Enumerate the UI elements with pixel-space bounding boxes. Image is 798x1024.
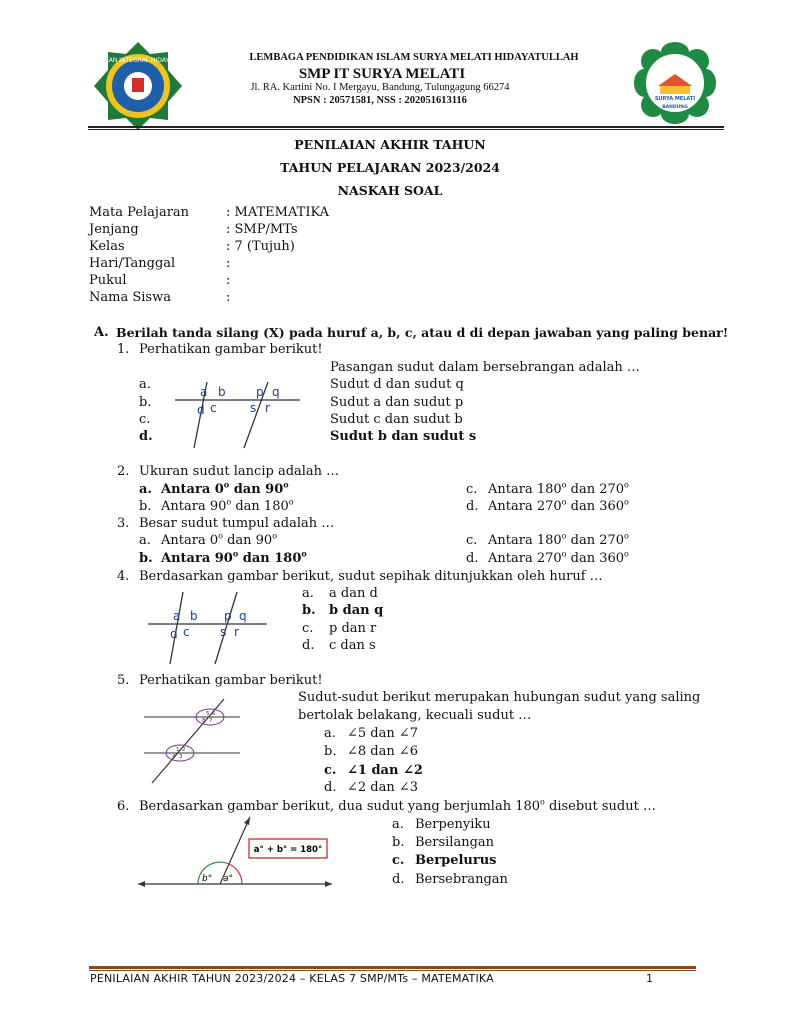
angle-label: s [220, 625, 227, 639]
option-letter[interactable]: a. [392, 817, 404, 832]
section-instruction: Berilah tanda silang (X) pada huruf a, b, c, atau d di depan jawaban yang paling benar! [116, 325, 729, 340]
angle-label: d [197, 403, 205, 417]
angle-label: b [190, 609, 198, 623]
svg-text:BANDUNG: BANDUNG [662, 105, 688, 110]
question-text: Perhatikan gambar berikut! [139, 673, 323, 688]
info-value: : 7 (Tujuh) [226, 239, 295, 254]
angle-label: c [210, 401, 217, 415]
option-letter[interactable]: b. [302, 603, 316, 618]
info-label: Hari/Tanggal [89, 256, 176, 271]
option-letter[interactable]: b. [139, 395, 152, 410]
angle-label: 8 [202, 718, 206, 724]
footer-rule-thin [89, 970, 696, 971]
option-letter[interactable]: c. [302, 621, 314, 636]
question-text: bertolak belakang, kecuali sudut … [298, 708, 532, 723]
option-text: Sudut a dan sudut p [330, 395, 464, 410]
option-letter[interactable]: a. [324, 726, 336, 741]
section-letter: A. [94, 325, 109, 340]
angle-label: a [173, 609, 181, 623]
option-letter[interactable]: c. [139, 412, 151, 427]
option-letter[interactable]: a. [139, 482, 152, 497]
svg-text:SURYA MELATI: SURYA MELATI [654, 96, 696, 102]
angle-label: s [250, 401, 257, 415]
option-text: Berpenyiku [415, 817, 491, 832]
exam-title: PENILAIAN AKHIR TAHUN [294, 137, 486, 152]
angle-label: 2 [182, 747, 186, 753]
header-rule-thin [88, 129, 724, 130]
angle-label: b° [202, 874, 213, 884]
option-letter[interactable]: d. [324, 780, 337, 795]
option-text: Sudut d dan sudut q [330, 377, 464, 392]
angle-label: 6 [212, 711, 216, 717]
info-label: Pukul [89, 273, 127, 288]
formula-label: a° + b° = 180° [253, 845, 323, 855]
option-text: a dan d [329, 586, 378, 601]
option-text: p dan r [329, 621, 377, 636]
option-text: Antara 0$^o$ dan 90$^o$ [161, 531, 278, 548]
question-text: Pasangan sudut dalam bersebrangan adalah … [330, 360, 640, 375]
option-text: Sudut c dan sudut b [330, 412, 463, 427]
angle-label: d [170, 627, 178, 641]
option-text-correct: ∠1 dan ∠2 [347, 763, 423, 778]
option-letter[interactable]: c. [466, 533, 478, 548]
option-text: Antara 270$^o$ dan 360$^o$ [488, 549, 629, 566]
option-text: Antara 270$^o$ dan 360$^o$ [488, 497, 629, 514]
angle-label: 1 [176, 747, 180, 753]
option-text: Antara 90$^o$ dan 180$^o$ [161, 497, 294, 514]
supplementary-angle-figure [136, 815, 336, 890]
parallel-lines-figure [170, 380, 305, 450]
option-letter[interactable]: d. [466, 551, 479, 566]
question-number: 3. [117, 516, 130, 531]
option-text: Bersebrangan [415, 872, 508, 887]
question-text: Berdasarkan gambar berikut, sudut sepihak ditunjukkan oleh huruf … [139, 569, 603, 584]
angle-label: a° [223, 874, 234, 884]
option-letter[interactable]: c. [392, 853, 405, 868]
question-text: Berdasarkan gambar berikut, dua sudut yang berjumlah 180$^o$ disebut sudut … [139, 797, 656, 814]
angle-label: q [272, 385, 280, 399]
info-value: : [226, 273, 231, 288]
option-letter[interactable]: a. [139, 533, 151, 548]
info-label: Kelas [89, 239, 125, 254]
info-value: : SMP/MTs [226, 222, 298, 237]
option-letter[interactable]: b. [392, 835, 405, 850]
option-letter[interactable]: a. [139, 377, 151, 392]
school-ids: NPSN : 20571581, NSS : 202051613116 [293, 95, 467, 106]
info-label: Jenjang [89, 222, 139, 237]
angle-label: c [183, 625, 190, 639]
transversal-figure [142, 695, 242, 787]
footer-text: PENILAIAN AKHIR TAHUN 2023/2024 – KELAS 7 SMP/MTs – MATEMATIKA [90, 972, 494, 985]
option-letter[interactable]: d. [392, 872, 405, 887]
option-letter[interactable]: c. [324, 763, 337, 778]
option-letter[interactable]: b. [139, 551, 153, 566]
option-letter[interactable]: d. [302, 638, 315, 653]
info-value: : [226, 290, 231, 305]
option-text: Antara 180$^o$ dan 270$^o$ [488, 531, 629, 548]
option-text-correct: Antara 0$^o$ dan 90$^o$ [161, 479, 289, 497]
angle-label: q [239, 609, 247, 623]
question-text: Perhatikan gambar berikut! [139, 342, 323, 357]
page-number: 1 [646, 972, 653, 985]
exam-year: TAHUN PELAJARAN 2023/2024 [280, 160, 500, 175]
option-text-correct: Sudut b dan sudut s [330, 429, 477, 444]
institution-name: LEMBAGA PENDIDIKAN ISLAM SURYA MELATI HIDAYATULLAH [249, 52, 579, 63]
header-rule [88, 126, 724, 128]
left-logo-text: PENDIDIKAN INTEGRAL HIDAYATULLAH [80, 57, 196, 64]
info-value: : MATEMATIKA [226, 205, 330, 220]
info-label: Mata Pelajaran [89, 205, 190, 220]
question-text: Ukuran sudut lancip adalah … [139, 464, 340, 479]
option-text: Antara 180$^o$ dan 270$^o$ [488, 480, 629, 497]
angle-label: r [234, 625, 239, 639]
question-number: 5. [117, 673, 130, 688]
option-text: ∠2 dan ∠3 [347, 780, 419, 795]
question-number: 1. [117, 342, 130, 357]
question-number: 4. [117, 569, 130, 584]
exam-subtitle: NASKAH SOAL [337, 183, 443, 198]
question-number: 2. [117, 464, 130, 479]
option-letter[interactable]: d. [466, 499, 479, 514]
option-text: Bersilangan [415, 835, 495, 850]
option-text-correct: b dan q [329, 603, 384, 618]
angle-label: 5 [206, 711, 210, 717]
option-text: ∠8 dan ∠6 [347, 744, 419, 759]
angle-label: r [265, 401, 270, 415]
school-address: Jl. RA. Kartini No. I Mergayu, Bandung, Tulungagung 66274 [250, 82, 510, 93]
angle-label: b [218, 385, 226, 399]
angle-label: p [256, 385, 264, 399]
option-text-correct: Berpelurus [415, 853, 497, 868]
school-name: SMP IT SURYA MELATI [298, 66, 466, 82]
option-text-correct: Antara 90$^o$ dan 180$^o$ [161, 548, 307, 566]
info-value: : [226, 256, 231, 271]
option-letter[interactable]: a. [302, 586, 314, 601]
option-letter[interactable]: d. [139, 429, 153, 444]
footer-rule [89, 966, 696, 969]
question-number: 6. [117, 799, 130, 814]
option-letter[interactable]: b. [324, 744, 337, 759]
parallel-lines-figure [145, 590, 270, 666]
info-label: Nama Siswa [89, 290, 171, 305]
angle-label: p [224, 609, 232, 623]
angle-label: 7 [209, 718, 213, 724]
option-letter[interactable]: b. [139, 499, 152, 514]
angle-label: 3 [179, 754, 183, 760]
option-text: ∠5 dan ∠7 [347, 726, 419, 741]
option-text: c dan s [329, 638, 376, 653]
question-text: Sudut-sudut berikut merupakan hubungan sudut yang saling [298, 690, 701, 705]
question-text: Besar sudut tumpul adalah … [139, 516, 335, 531]
angle-label: 4 [172, 754, 176, 760]
option-letter[interactable]: c. [466, 482, 478, 497]
angle-label: a [200, 385, 208, 399]
